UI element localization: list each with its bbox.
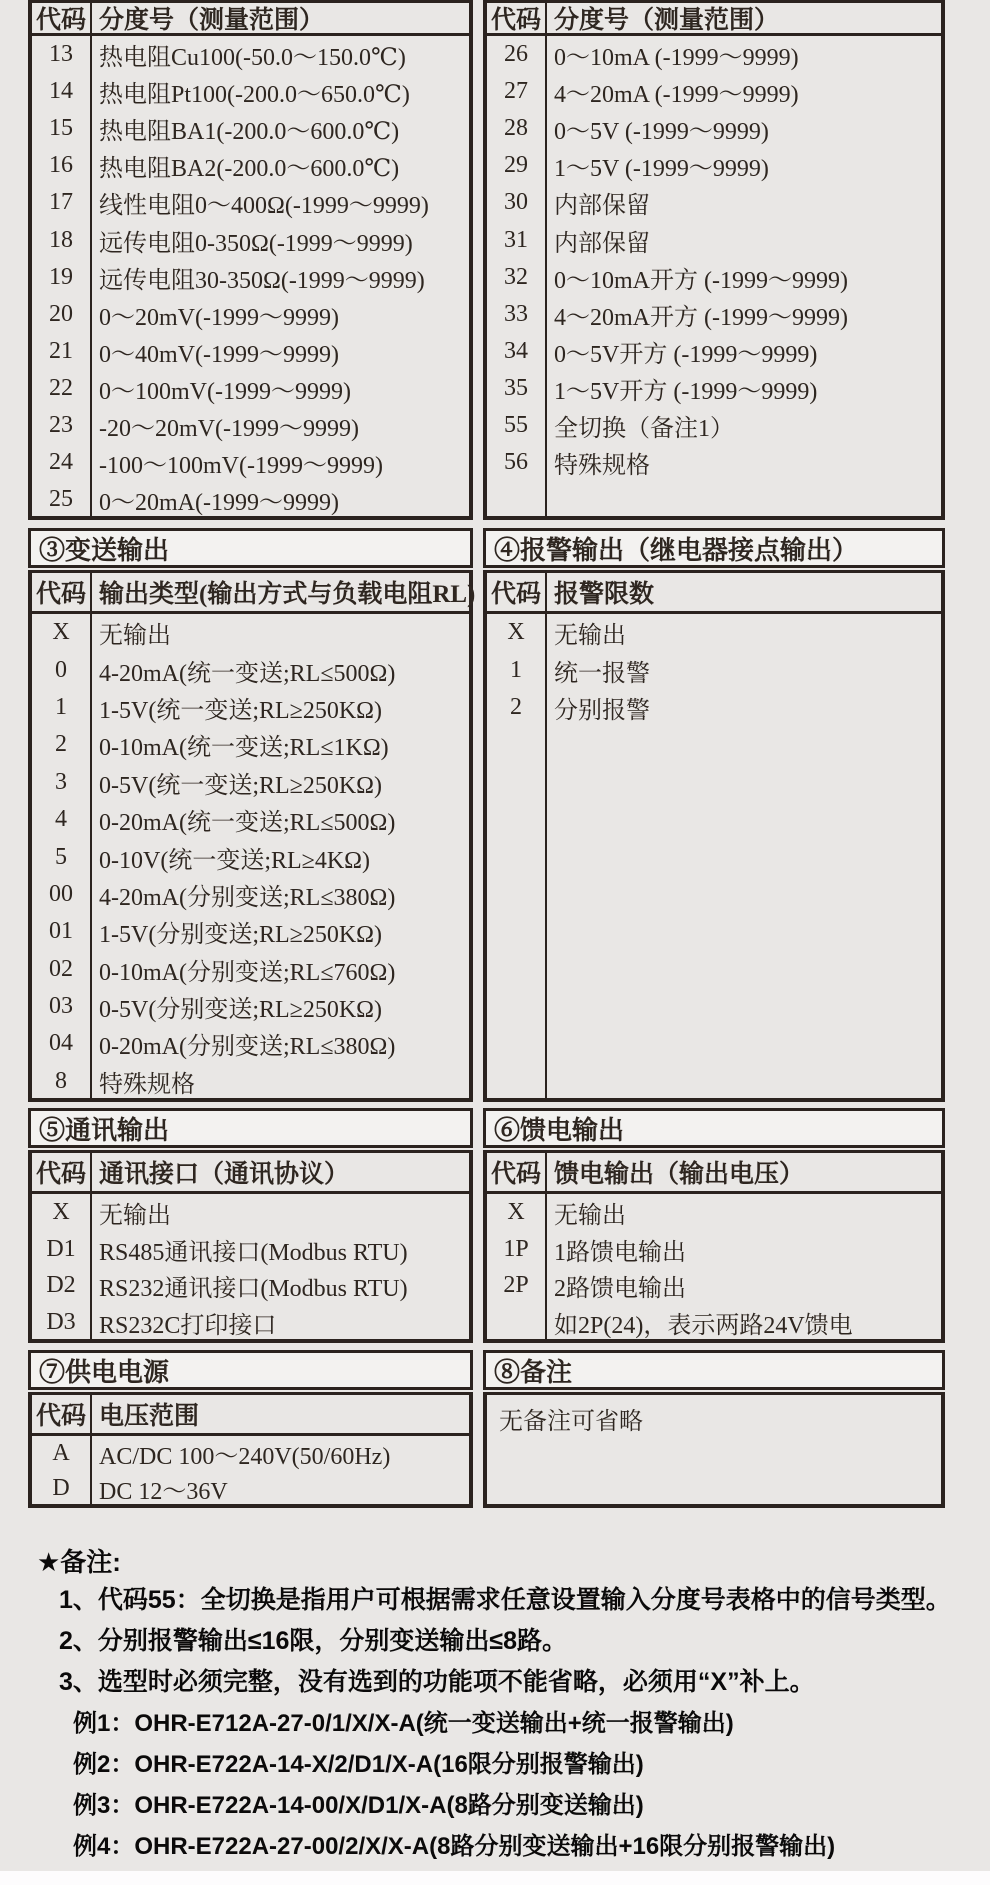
code-cell: 18 bbox=[49, 226, 73, 253]
table-header-row bbox=[32, 3, 469, 36]
section-7-8-bands bbox=[28, 1350, 990, 1390]
range-header-cell: 分度号（测量范围） bbox=[554, 7, 780, 34]
code-cell: D bbox=[52, 1475, 70, 1501]
table-header-row bbox=[32, 1395, 469, 1436]
desc-cell: RS232C打印接口 bbox=[99, 1312, 277, 1339]
table-row bbox=[32, 407, 469, 444]
code-cell: 2 bbox=[55, 731, 67, 758]
table-row bbox=[487, 444, 941, 481]
desc-cell: RS232通讯接口(Modbus RTU) bbox=[99, 1276, 408, 1303]
table-row bbox=[487, 259, 941, 296]
table-row bbox=[32, 838, 469, 875]
desc-cell: 4～20mA (-1999～9999) bbox=[554, 82, 799, 109]
code-cell: 1 bbox=[55, 693, 67, 720]
desc-cell: 4-20mA(统一变送;RL≤500Ω) bbox=[99, 660, 396, 687]
code-cell: X bbox=[507, 1198, 525, 1225]
desc-cell: 0～10mA (-1999～9999) bbox=[554, 45, 799, 72]
table-row bbox=[487, 1194, 941, 1231]
code-cell: 14 bbox=[49, 78, 73, 105]
table-row bbox=[487, 147, 941, 184]
table-row bbox=[32, 988, 469, 1025]
desc-cell: 全切换（备注1） bbox=[554, 415, 734, 442]
code-cell: 17 bbox=[49, 189, 73, 216]
desc-cell: 热电阻Cu100(-50.0～150.0℃) bbox=[99, 45, 406, 72]
comm-interface-header-cell: 通讯接口（通讯协议） bbox=[99, 1161, 350, 1188]
signal-table-left bbox=[28, 0, 473, 520]
table-row bbox=[32, 1194, 469, 1231]
section-title: ④报警输出（继电器接点输出） bbox=[494, 535, 859, 565]
code-cell: 20 bbox=[49, 300, 73, 327]
desc-cell: 0～40mV(-1999～9999) bbox=[99, 341, 339, 368]
code-cell: 32 bbox=[504, 263, 528, 290]
remark-content-box bbox=[483, 1392, 945, 1508]
code-cell: X bbox=[52, 619, 70, 646]
code-cell: 1 bbox=[510, 656, 522, 683]
table-row bbox=[32, 1231, 469, 1268]
code-cell: 16 bbox=[49, 152, 73, 179]
desc-cell: 如2P(24)，表示两路24V馈电 bbox=[554, 1312, 853, 1339]
section-title: ③变送输出 bbox=[39, 535, 170, 565]
desc-cell: -20～20mV(-1999～9999) bbox=[99, 415, 359, 442]
section-title: ⑧备注 bbox=[494, 1357, 573, 1387]
desc-cell: 0～10mA开方 (-1999～9999) bbox=[554, 267, 848, 294]
table-row bbox=[32, 221, 469, 258]
example-line: 例1：OHR-E712A-27-0/1/X/X-A(统一变送输出+统一报警输出) bbox=[73, 1710, 734, 1737]
table-row bbox=[32, 1304, 469, 1341]
table-body bbox=[32, 1194, 469, 1341]
desc-cell: 0～5V开方 (-1999～9999) bbox=[554, 341, 818, 368]
transmit-output-table bbox=[28, 570, 476, 1102]
code-cell: D2 bbox=[46, 1272, 76, 1299]
desc-cell: 4～20mA开方 (-1999～9999) bbox=[554, 304, 848, 331]
table-row bbox=[32, 1267, 469, 1304]
code-cell: A bbox=[52, 1440, 70, 1466]
transmit-output-band bbox=[28, 528, 473, 568]
table-row bbox=[32, 1471, 469, 1506]
table-row bbox=[32, 147, 469, 184]
voltage-range-header-cell: 电压范围 bbox=[99, 1403, 200, 1430]
code-cell: 34 bbox=[504, 337, 528, 364]
code-cell: 8 bbox=[55, 1067, 67, 1094]
code-header-cell: 代码 bbox=[490, 1161, 541, 1188]
desc-cell: 0～20mV(-1999～9999) bbox=[99, 304, 339, 331]
table-row bbox=[32, 876, 469, 913]
remark-band bbox=[483, 1350, 945, 1390]
desc-cell: 特殊规格 bbox=[99, 1071, 195, 1098]
section-title: ⑥馈电输出 bbox=[494, 1115, 625, 1145]
footnotes bbox=[0, 1508, 990, 1867]
footer-strip bbox=[0, 1871, 990, 1885]
remark-text: 无备注可省略 bbox=[499, 1409, 643, 1435]
code-cell: 21 bbox=[49, 337, 73, 364]
desc-cell: 1路馈电输出 bbox=[554, 1239, 686, 1266]
code-cell: 24 bbox=[49, 449, 73, 476]
example-line: 例3：OHR-E722A-14-00/X/D1/X-A(8路分别变送输出) bbox=[73, 1792, 644, 1819]
code-cell: 23 bbox=[49, 411, 73, 438]
table-body bbox=[32, 614, 469, 1100]
desc-cell: 0-20mA(统一变送;RL≤500Ω) bbox=[99, 810, 396, 837]
table-row bbox=[32, 651, 469, 688]
table-row bbox=[487, 296, 941, 333]
desc-cell: 0-10mA(分别变送;RL≤760Ω) bbox=[99, 959, 396, 986]
code-cell: D3 bbox=[46, 1308, 76, 1335]
code-cell: 25 bbox=[49, 486, 73, 513]
table-row bbox=[487, 333, 941, 370]
desc-cell: 0-5V(统一变送;RL≥250KΩ) bbox=[99, 772, 382, 799]
section-title: ⑤通讯输出 bbox=[39, 1115, 170, 1145]
desc-cell: 1～5V开方 (-1999～9999) bbox=[554, 378, 818, 405]
footnote-items bbox=[37, 1580, 990, 1703]
table-row bbox=[32, 333, 469, 370]
table-row bbox=[32, 110, 469, 147]
code-header-cell: 代码 bbox=[35, 1403, 86, 1430]
footnote-examples bbox=[37, 1703, 990, 1867]
code-header-cell: 代码 bbox=[35, 1161, 86, 1188]
signal-table-right bbox=[483, 0, 945, 520]
desc-cell: 无输出 bbox=[554, 623, 626, 650]
table-row bbox=[32, 726, 469, 763]
table-row bbox=[32, 913, 469, 950]
table-header-row bbox=[32, 573, 476, 614]
code-cell: 13 bbox=[49, 41, 73, 68]
code-cell: 15 bbox=[49, 115, 73, 142]
desc-cell: 远传电阻0-350Ω(-1999～9999) bbox=[99, 230, 413, 257]
table-row bbox=[32, 481, 469, 518]
alarm-output-table bbox=[483, 570, 945, 1102]
desc-cell: 热电阻BA1(-200.0～600.0℃) bbox=[99, 119, 400, 146]
code-cell: 4 bbox=[55, 806, 67, 833]
code-cell: 1P bbox=[503, 1235, 529, 1262]
table-row bbox=[487, 1267, 941, 1304]
code-cell: 56 bbox=[504, 449, 528, 476]
desc-cell: 特殊规格 bbox=[554, 453, 650, 480]
footnote-line: 1、代码55：全切换是指用户可根据需求任意设置输入分度号表格中的信号类型。 bbox=[59, 1586, 951, 1614]
alarm-limit-header-cell: 报警限数 bbox=[554, 581, 655, 608]
table-body bbox=[487, 614, 941, 726]
table-header-row bbox=[32, 1153, 469, 1194]
code-cell: 22 bbox=[49, 374, 73, 401]
desc-cell: 0-10V(统一变送;RL≥4KΩ) bbox=[99, 847, 370, 874]
table-body bbox=[487, 36, 941, 481]
desc-cell: 热电阻BA2(-200.0～600.0℃) bbox=[99, 156, 400, 183]
desc-cell: 远传电阻30-350Ω(-1999～9999) bbox=[99, 267, 425, 294]
table-body bbox=[487, 1194, 941, 1341]
table-row bbox=[32, 36, 469, 73]
code-cell: 55 bbox=[504, 411, 528, 438]
table-row bbox=[32, 1025, 469, 1062]
desc-cell: 0～100mV(-1999～9999) bbox=[99, 378, 351, 405]
table-row bbox=[487, 221, 941, 258]
table-row bbox=[487, 36, 941, 73]
section-7-8-tables bbox=[28, 1392, 990, 1508]
table-row bbox=[32, 444, 469, 481]
alarm-output-band bbox=[483, 528, 945, 568]
feed-voltage-header-cell: 馈电输出（输出电压） bbox=[554, 1161, 805, 1188]
section-title: ⑦供电电源 bbox=[39, 1357, 170, 1387]
table-row bbox=[487, 651, 941, 688]
section-3-4-bands bbox=[28, 528, 990, 568]
code-cell: 31 bbox=[504, 226, 528, 253]
code-cell: X bbox=[507, 619, 525, 646]
table-row bbox=[487, 110, 941, 147]
comm-output-band bbox=[28, 1108, 473, 1148]
code-cell: 30 bbox=[504, 189, 528, 216]
section-5-6-tables bbox=[28, 1150, 990, 1343]
desc-cell: 统一报警 bbox=[554, 660, 650, 687]
comm-output-table bbox=[28, 1150, 473, 1343]
feed-output-table bbox=[483, 1150, 945, 1343]
table-body bbox=[32, 1436, 469, 1506]
table-row bbox=[32, 370, 469, 407]
section-3-4-tables bbox=[28, 570, 990, 1102]
desc-cell: 无输出 bbox=[554, 1202, 626, 1229]
desc-cell: 0-10mA(统一变送;RL≤1KΩ) bbox=[99, 735, 389, 762]
code-cell: 19 bbox=[49, 263, 73, 290]
table-row bbox=[32, 689, 469, 726]
output-type-header-cell: 输出类型(输出方式与负载电阻RL) bbox=[99, 581, 476, 608]
desc-cell: 内部保留 bbox=[554, 193, 650, 220]
code-cell: 28 bbox=[504, 115, 528, 142]
table-row bbox=[32, 764, 469, 801]
table-row bbox=[487, 370, 941, 407]
table-row bbox=[32, 1436, 469, 1471]
table-row bbox=[32, 801, 469, 838]
desc-cell: 1～5V (-1999～9999) bbox=[554, 156, 769, 183]
table-row bbox=[32, 951, 469, 988]
footnote-line: 3、选型时必须完整，没有选到的功能项不能省略，必须用“X”补上。 bbox=[59, 1668, 815, 1696]
desc-cell: 0～5V (-1999～9999) bbox=[554, 119, 769, 146]
desc-cell: 热电阻Pt100(-200.0～650.0℃) bbox=[99, 82, 410, 109]
desc-cell: RS485通讯接口(Modbus RTU) bbox=[99, 1239, 408, 1266]
code-cell: 02 bbox=[49, 955, 73, 982]
footnote-line: 2、分别报警输出≤16限，分别变送输出≤8路。 bbox=[59, 1627, 568, 1655]
desc-cell: 0-20mA(分别变送;RL≤380Ω) bbox=[99, 1034, 396, 1061]
footnotes-title: ★备注: bbox=[37, 1547, 121, 1577]
section-5-6-bands bbox=[28, 1108, 990, 1148]
table-row bbox=[32, 259, 469, 296]
code-cell: 03 bbox=[49, 993, 73, 1020]
code-header-cell: 代码 bbox=[35, 581, 86, 608]
table-row bbox=[32, 184, 469, 221]
desc-cell: DC 12～36V bbox=[99, 1479, 228, 1505]
desc-cell: 无输出 bbox=[99, 623, 171, 650]
table-header-row bbox=[487, 3, 941, 36]
code-header-cell: 代码 bbox=[35, 7, 86, 34]
desc-cell: 内部保留 bbox=[554, 230, 650, 257]
desc-cell: 2路馈电输出 bbox=[554, 1276, 686, 1303]
desc-cell: 0～20mA(-1999～9999) bbox=[99, 490, 339, 517]
desc-cell: 线性电阻0～400Ω(-1999～9999) bbox=[99, 193, 429, 220]
table-row bbox=[32, 614, 469, 651]
desc-cell: 0-5V(分别变送;RL≥250KΩ) bbox=[99, 997, 382, 1024]
code-header-cell: 代码 bbox=[490, 581, 541, 608]
power-supply-band bbox=[28, 1350, 473, 1390]
code-cell: 27 bbox=[504, 78, 528, 105]
range-header-cell: 分度号（测量范围） bbox=[99, 7, 325, 34]
desc-cell: -100～100mV(-1999～9999) bbox=[99, 453, 383, 480]
code-cell: 3 bbox=[55, 768, 67, 795]
table-header-row bbox=[487, 573, 941, 614]
table-row bbox=[32, 1063, 469, 1100]
code-cell: 04 bbox=[49, 1030, 73, 1057]
code-cell: 29 bbox=[504, 152, 528, 179]
desc-cell: 分别报警 bbox=[554, 697, 650, 724]
table-row bbox=[487, 407, 941, 444]
code-cell: 2 bbox=[510, 693, 522, 720]
code-cell: X bbox=[52, 1198, 70, 1225]
code-cell: 33 bbox=[504, 300, 528, 327]
feed-output-band bbox=[483, 1108, 945, 1148]
code-cell: 00 bbox=[49, 880, 73, 907]
table-row bbox=[487, 614, 941, 651]
table-row bbox=[487, 73, 941, 110]
example-line: 例4：OHR-E722A-27-00/2/X/X-A(8路分别变送输出+16限分别报警输出) bbox=[73, 1833, 836, 1860]
signal-tables-row bbox=[28, 0, 990, 520]
desc-cell: AC/DC 100～240V(50/60Hz) bbox=[99, 1444, 391, 1470]
code-header-cell: 代码 bbox=[490, 7, 541, 34]
code-cell: 26 bbox=[504, 41, 528, 68]
code-cell: D1 bbox=[46, 1235, 76, 1262]
desc-cell: 无输出 bbox=[99, 1202, 171, 1229]
desc-cell: 1-5V(统一变送;RL≥250KΩ) bbox=[99, 697, 382, 724]
power-supply-table bbox=[28, 1392, 473, 1508]
code-cell: 35 bbox=[504, 374, 528, 401]
table-body bbox=[32, 36, 469, 518]
table-row bbox=[487, 689, 941, 726]
example-line: 例2：OHR-E722A-14-X/2/D1/X-A(16限分别报警输出) bbox=[73, 1751, 644, 1778]
table-row bbox=[32, 73, 469, 110]
desc-cell: 1-5V(分别变送;RL≥250KΩ) bbox=[99, 922, 382, 949]
table-row bbox=[32, 296, 469, 333]
table-row bbox=[487, 1304, 941, 1341]
code-cell: 0 bbox=[55, 656, 67, 683]
code-cell: 01 bbox=[49, 918, 73, 945]
table-header-row bbox=[487, 1153, 941, 1194]
code-cell: 5 bbox=[55, 843, 67, 870]
code-cell: 2P bbox=[503, 1272, 529, 1299]
table-row bbox=[487, 184, 941, 221]
table-row bbox=[487, 1231, 941, 1268]
desc-cell: 4-20mA(分别变送;RL≤380Ω) bbox=[99, 884, 396, 911]
